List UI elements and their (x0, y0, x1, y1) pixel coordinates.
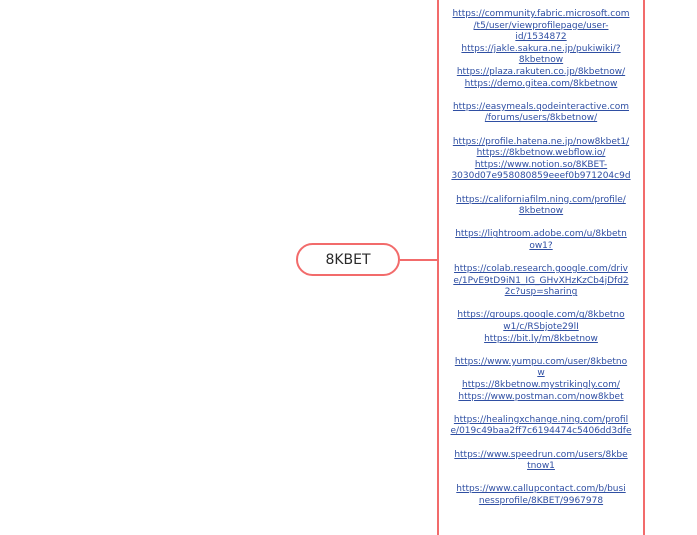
link-line[interactable]: https://groups.google.com/g/8kbetno (457, 310, 625, 321)
link-line[interactable]: https://jakle.sakura.ne.jp/pukiwiki/? (461, 43, 621, 54)
link-line[interactable]: https://colab.research.google.com/driv (454, 264, 628, 275)
link-line[interactable]: https://community.fabric.microsoft.com (452, 9, 630, 19)
central-topic-node[interactable] (296, 243, 400, 276)
link-line[interactable]: 8kbetnow (518, 55, 564, 66)
link-line[interactable]: https://lightroom.adobe.com/u/8kbetn (455, 229, 627, 240)
link-line[interactable]: 2c?usp=sharing (504, 287, 578, 298)
link-line[interactable]: https://easymeals.qodeinteractive.com (452, 101, 630, 112)
link-line[interactable]: ow1? (529, 240, 553, 251)
link-line[interactable]: https://www.postman.com/now8kbet (458, 391, 624, 402)
line-gap (445, 345, 637, 357)
line-gap (445, 218, 637, 230)
link-line[interactable]: https://profile.hatena.ne.jp/now8kbet1/ (452, 136, 630, 147)
link-line[interactable]: /forums/users/8kbetnow/ (484, 113, 598, 124)
link-line[interactable]: id/1534872 (515, 32, 567, 43)
link-line[interactable]: https://demo.gitea.com/8kbetnow (464, 78, 618, 89)
link-line[interactable]: 3030d07e958080859eeef0b971204c9d (451, 171, 631, 182)
link-line[interactable]: https://8kbetnow.webflow.io/ (476, 148, 606, 159)
line-gap (445, 403, 637, 415)
central-topic-label: 8KBET (325, 251, 371, 268)
link-line[interactable]: https://healingxchange.ning.com/profil (453, 414, 629, 425)
link-line[interactable]: https://www.yumpu.com/user/8kbetno (454, 356, 628, 367)
line-gap (445, 183, 637, 195)
link-list-node[interactable] (437, 0, 645, 535)
link-line[interactable]: w1/c/RSbjote29lI (503, 322, 579, 333)
link-line[interactable]: /t5/user/viewprofilepage/user- (473, 20, 609, 31)
link-line[interactable]: tnow1 (527, 461, 555, 472)
line-gap (445, 90, 637, 102)
link-line[interactable]: https://8kbetnow.mystrikingly.com/ (462, 380, 620, 390)
connector-line (400, 259, 438, 261)
link-line[interactable]: https://www.speedrun.com/users/8kbe (454, 449, 628, 460)
link-line[interactable]: 8kbetnow (518, 206, 564, 217)
line-gap (445, 252, 637, 264)
link-line[interactable]: e/019c49baa2ff7c6194474c5406dd3dfe (450, 426, 632, 437)
link-list (445, 9, 637, 508)
link-line[interactable]: https://plaza.rakuten.co.jp/8kbetnow/ (456, 66, 626, 77)
link-line[interactable]: w (537, 368, 545, 379)
link-line[interactable]: https://www.callupcontact.com/b/busi (456, 484, 626, 495)
link-line[interactable]: https://www.notion.so/8KBET- (474, 159, 608, 170)
line-gap (445, 299, 637, 311)
line-gap (445, 438, 637, 450)
line-gap (445, 125, 637, 137)
link-line[interactable]: https://bit.ly/m/8kbetnow (484, 333, 598, 344)
link-line[interactable]: e/1PvE9tD9iN1_IG_GHvXHzKzCb4jDfd2 (453, 275, 629, 286)
line-gap (445, 473, 637, 485)
link-line[interactable]: nessprofile/8KBET/9967978 (478, 495, 604, 506)
link-line[interactable]: https://californiafilm.ning.com/profile/ (456, 194, 626, 205)
